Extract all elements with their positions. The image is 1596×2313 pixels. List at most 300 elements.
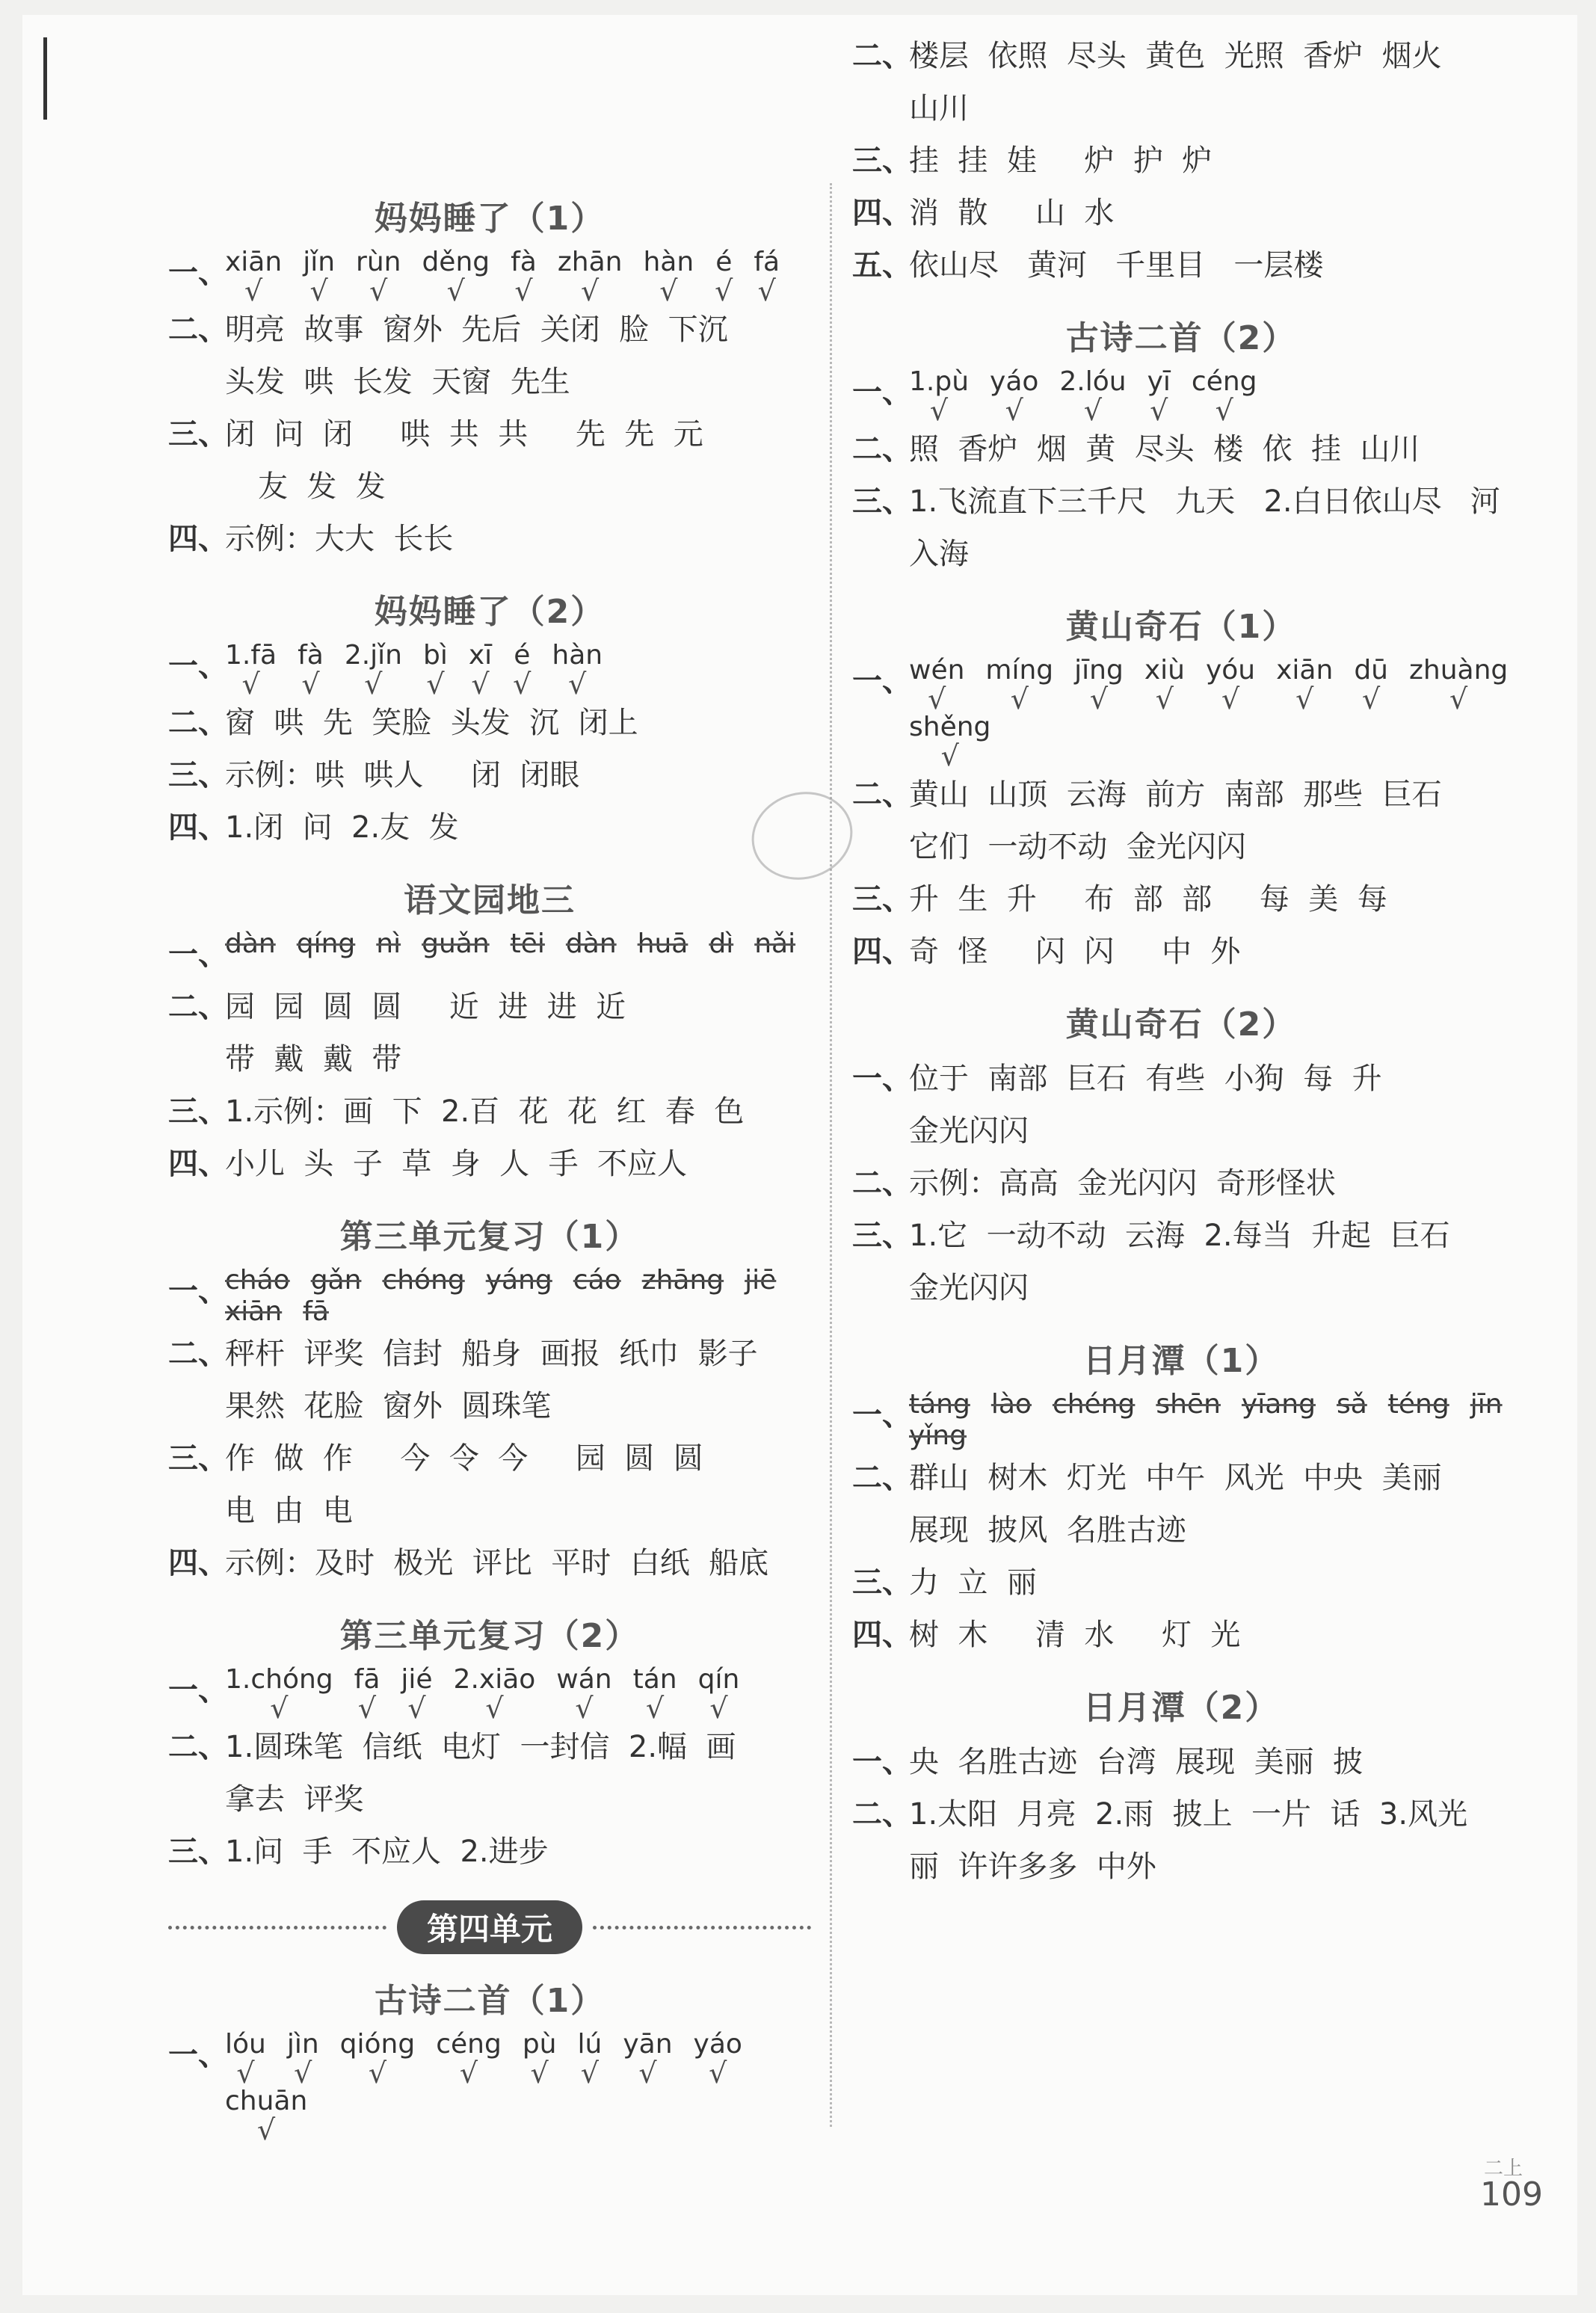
pinyin-text: guǎn — [422, 928, 490, 959]
pinyin-item — [638, 928, 688, 960]
pinyin-group — [909, 366, 1510, 427]
answer-row — [852, 1389, 1510, 1452]
pinyin-item — [382, 1265, 464, 1296]
unit-title: 第四单元 — [397, 1900, 582, 1954]
pinyin-text: yǐng — [909, 1420, 967, 1451]
row-text: 1.圆珠笔 信纸 电灯 一封信 2.幅 画 — [225, 1730, 736, 1764]
row-text-continued: 金光闪闪 — [909, 1114, 1029, 1148]
pinyin-text: é — [514, 640, 531, 671]
row-text: 示例：哄 哄人 闭 闭眼 — [225, 758, 580, 792]
check-mark-icon: √ — [709, 2057, 727, 2089]
pinyin-item — [468, 640, 493, 700]
row-label: 一、 — [168, 256, 228, 290]
answer-row — [168, 2029, 811, 2146]
pinyin-item — [1470, 1389, 1503, 1420]
pinyin-group — [909, 655, 1510, 772]
pinyin-text: é — [715, 247, 733, 277]
pinyin-text: 1.chóng — [225, 1664, 333, 1695]
pinyin-text: míng — [985, 655, 1054, 686]
answer-row — [852, 187, 1510, 239]
row-text: 1.问 手 不应人 2.进步 — [225, 1835, 549, 1869]
check-mark-icon: √ — [471, 668, 490, 700]
row-text-continued: 头发 哄 长发 天窗 先生 — [225, 365, 570, 399]
section-title: 语文园地三 — [404, 881, 576, 920]
row-text: 央 名胜古迹 台湾 展现 美丽 披 — [909, 1745, 1364, 1779]
answer-row — [168, 749, 811, 801]
section-title: 黄山奇石（2） — [1065, 1005, 1297, 1044]
binding-mark — [43, 37, 47, 120]
row-text: 1.示例：画 下 2.百 花 花 红 春 色 — [225, 1094, 745, 1129]
pinyin-item — [298, 640, 324, 700]
check-mark-icon: √ — [575, 1692, 594, 1725]
pinyin-item — [225, 1265, 290, 1296]
section-title: 黄山奇石（1） — [1065, 608, 1297, 646]
pinyin-item — [376, 928, 401, 960]
row-label: 一、 — [852, 375, 912, 410]
pinyin-text: jiē — [745, 1265, 777, 1296]
row-label: 三、 — [852, 1565, 912, 1600]
pinyin-text: lú — [577, 2029, 603, 2060]
row-text-continued: 金光闪闪 — [909, 1271, 1029, 1305]
check-mark-icon: √ — [301, 668, 320, 700]
answer-row — [852, 1157, 1510, 1210]
pinyin-text: táng — [909, 1389, 970, 1420]
answer-row — [168, 640, 811, 700]
pinyin-item — [225, 247, 283, 307]
row-label: 三、 — [168, 1441, 228, 1476]
banner-dots — [593, 1926, 811, 1929]
answer-row — [852, 655, 1510, 772]
check-mark-icon: √ — [485, 1692, 504, 1725]
row-text: 1.太阳 月亮 2.雨 披上 一片 话 3.风光 — [909, 1797, 1468, 1832]
pinyin-item — [311, 1265, 362, 1296]
pinyin-item — [1337, 1389, 1367, 1420]
row-text-continued: 拿去 评奖 — [225, 1782, 364, 1817]
answer-row — [168, 1328, 811, 1380]
answer-row — [852, 135, 1510, 187]
pinyin-item — [909, 1420, 967, 1452]
pinyin-text: dàn — [565, 928, 617, 959]
row-text: 秤杆 评奖 信封 船身 画报 纸巾 影子 — [225, 1337, 758, 1371]
row-label: 四、 — [168, 1147, 228, 1181]
pinyin-text: qíng — [296, 928, 356, 959]
pinyin-text: zhān — [557, 247, 623, 277]
row-text: 位于 南部 巨石 有些 小狗 每 升 — [909, 1062, 1382, 1096]
pinyin-item — [356, 247, 401, 307]
pinyin-item — [303, 247, 336, 307]
row-label: 三、 — [168, 1835, 228, 1869]
answer-row — [168, 928, 811, 981]
pinyin-item — [552, 640, 603, 700]
pinyin-item — [225, 928, 276, 960]
pinyin-text: jié — [401, 1664, 433, 1695]
row-label: 三、 — [168, 1094, 228, 1129]
pinyin-item — [225, 1664, 333, 1725]
row-label: 二、 — [168, 706, 228, 740]
page-number: 109 — [1480, 2175, 1543, 2214]
row-text: 楼层 依照 尽头 黄色 光照 香炉 烟火 — [909, 39, 1442, 73]
row-text-continued: 它们 一动不动 金光闪闪 — [909, 830, 1246, 864]
pinyin-text: qióng — [339, 2029, 416, 2060]
row-text-continued: 带 戴 戴 带 — [225, 1042, 402, 1077]
row-text-continued: 山川 — [909, 91, 969, 126]
row-label: 三、 — [852, 882, 912, 917]
row-text: 示例：高高 金光闪闪 奇形怪状 — [909, 1166, 1336, 1201]
pinyin-item — [286, 2029, 319, 2089]
pinyin-text: tán — [632, 1664, 677, 1695]
pinyin-text: téng — [1387, 1389, 1449, 1420]
workbook-page — [22, 15, 1577, 2295]
row-text: 园 园 圆 圆 近 进 进 近 — [225, 990, 626, 1024]
pinyin-item — [423, 640, 448, 700]
answer-row — [168, 1721, 811, 1773]
row-text-continued: 丽 许许多多 中外 — [909, 1850, 1156, 1884]
row-label: 二、 — [852, 1797, 912, 1832]
pinyin-item — [1053, 1389, 1135, 1420]
pinyin-text: yáo — [990, 366, 1039, 397]
pinyin-text: jìn — [286, 2029, 319, 2060]
row-text: 示例：及时 极光 评比 平时 白纸 船底 — [225, 1546, 769, 1580]
pinyin-item — [303, 1296, 329, 1328]
pinyin-item — [577, 2029, 603, 2089]
row-label: 一、 — [852, 1062, 912, 1096]
pinyin-text: děng — [422, 247, 490, 277]
pinyin-text: xī — [468, 640, 493, 671]
pinyin-item — [1354, 655, 1388, 715]
pinyin-item — [513, 640, 532, 700]
pinyin-item — [557, 247, 623, 307]
pinyin-item — [1205, 655, 1256, 715]
check-mark-icon: √ — [1150, 394, 1168, 427]
pinyin-text: rùn — [356, 247, 401, 277]
check-mark-icon: √ — [929, 394, 949, 427]
pinyin-text: céng — [1191, 366, 1257, 397]
check-mark-icon: √ — [1215, 394, 1233, 427]
row-label: 四、 — [852, 1618, 912, 1652]
row-text: 1.它 一动不动 云海 2.每当 升起 巨石 — [909, 1219, 1450, 1253]
pinyin-text: gǎn — [310, 1265, 362, 1296]
pinyin-item — [522, 2029, 557, 2089]
check-mark-icon: √ — [257, 2113, 276, 2146]
row-label: 一、 — [168, 649, 228, 683]
row-text: 窗 哄 先 笑脸 头发 沉 闭上 — [225, 706, 638, 740]
pinyin-item — [642, 1265, 724, 1296]
answer-row — [168, 408, 811, 461]
pinyin-item — [632, 1664, 677, 1725]
answer-row — [852, 475, 1510, 528]
row-label: 四、 — [852, 196, 912, 230]
answer-row — [852, 239, 1510, 292]
check-mark-icon: √ — [369, 274, 388, 307]
answer-row — [852, 1556, 1510, 1609]
pinyin-text: qín — [697, 1664, 740, 1695]
answer-row — [168, 1537, 811, 1589]
answer-row — [852, 423, 1510, 475]
answer-row — [852, 925, 1510, 978]
answer-row — [168, 1085, 811, 1138]
row-label: 二、 — [852, 1461, 912, 1495]
pinyin-text: chéng — [1052, 1389, 1136, 1420]
answer-row — [168, 1432, 811, 1485]
row-text: 1.闭 问 2.友 发 — [225, 810, 459, 845]
pinyin-item — [354, 1664, 380, 1725]
section-title: 第三单元复习（1） — [339, 1218, 640, 1256]
row-label: 二、 — [852, 777, 912, 812]
check-mark-icon: √ — [1295, 683, 1314, 715]
row-label: 一、 — [168, 2038, 228, 2072]
pinyin-item — [693, 2029, 742, 2089]
pinyin-text: cháo — [225, 1265, 290, 1296]
pinyin-text: wén — [909, 655, 965, 686]
answer-row — [168, 1664, 811, 1725]
row-text: 闭 问 闭 哄 共 共 先 先 元 — [225, 417, 703, 452]
pinyin-item — [1144, 655, 1185, 715]
row-text: 明亮 故事 窗外 先后 关闭 脸 下沉 — [225, 312, 728, 347]
pinyin-group — [225, 247, 811, 307]
answer-row — [852, 1053, 1510, 1105]
row-label: 二、 — [852, 432, 912, 466]
check-mark-icon: √ — [426, 668, 445, 700]
row-text: 依山尽 黄河 千里目 一层楼 — [909, 248, 1324, 283]
row-text-continued: 电 由 电 — [225, 1494, 353, 1528]
row-text: 小儿 头 子 草 身 人 手 不应人 — [225, 1147, 688, 1181]
row-label: 一、 — [852, 1745, 912, 1779]
check-mark-icon: √ — [368, 2057, 387, 2089]
pinyin-item — [422, 928, 490, 960]
pinyin-text: 1.fā — [225, 640, 277, 671]
row-label: 二、 — [168, 1730, 228, 1764]
section-title: 日月潭（1） — [1082, 1342, 1280, 1380]
pinyin-item — [453, 1664, 536, 1725]
answer-row — [168, 1826, 811, 1878]
pinyin-text: lóu — [225, 2029, 266, 2060]
pinyin-item — [1147, 366, 1171, 427]
check-mark-icon: √ — [715, 274, 733, 307]
row-text: 消 散 山 水 — [909, 196, 1115, 230]
check-mark-icon: √ — [236, 2057, 255, 2089]
answer-row — [852, 1736, 1510, 1788]
row-label: 五、 — [852, 248, 912, 283]
pinyin-item — [297, 928, 356, 960]
check-mark-icon: √ — [357, 1692, 377, 1725]
pinyin-item — [344, 640, 402, 700]
pinyin-item — [225, 640, 277, 700]
row-text-continued: 展现 披风 名胜古迹 — [909, 1513, 1186, 1547]
pinyin-item — [709, 928, 733, 960]
pinyin-text: shěng — [909, 712, 991, 742]
pinyin-text: yáng — [485, 1265, 552, 1296]
pinyin-text: nì — [376, 928, 401, 959]
pinyin-item — [436, 2029, 502, 2089]
check-mark-icon: √ — [459, 2057, 478, 2089]
pinyin-text: shēn — [1156, 1389, 1221, 1420]
pinyin-item — [511, 247, 537, 307]
answer-row — [168, 304, 811, 356]
check-mark-icon: √ — [659, 274, 678, 307]
check-mark-icon: √ — [646, 1692, 665, 1725]
check-mark-icon: √ — [446, 274, 465, 307]
section-title: 古诗二首（1） — [374, 1982, 606, 2020]
answer-row — [852, 873, 1510, 925]
pinyin-text: xiù — [1144, 655, 1185, 686]
check-mark-icon: √ — [1005, 394, 1023, 427]
row-label: 一、 — [168, 1274, 228, 1308]
pinyin-text: 2.jǐn — [344, 640, 402, 671]
pinyin-text: jīn — [1470, 1389, 1503, 1420]
check-mark-icon: √ — [1449, 683, 1468, 715]
answer-row — [168, 513, 811, 565]
row-label: 四、 — [168, 810, 228, 845]
pinyin-text: hàn — [552, 640, 603, 671]
pinyin-text: yī — [1147, 366, 1171, 397]
row-text: 黄山 山顶 云海 前方 南部 那些 巨石 — [909, 777, 1442, 812]
pinyin-item — [556, 1664, 612, 1725]
row-text: 奇 怪 闪 闪 中 外 — [909, 934, 1241, 969]
section-title: 古诗二首（2） — [1065, 319, 1297, 357]
pinyin-text: fà — [511, 247, 537, 277]
row-text: 升 生 升 布 部 部 每 美 每 — [909, 882, 1387, 917]
row-label: 二、 — [168, 312, 228, 347]
row-label: 四、 — [168, 1546, 228, 1580]
pinyin-text: 2.xiāo — [453, 1664, 536, 1695]
check-mark-icon: √ — [1155, 683, 1174, 715]
row-text: 作 做 作 今 令 今 园 圆 圆 — [225, 1441, 703, 1476]
row-text-continued: 入海 — [909, 537, 969, 571]
pinyin-item — [566, 928, 617, 960]
pinyin-text: yáo — [693, 2029, 742, 2060]
check-mark-icon: √ — [757, 274, 776, 307]
pinyin-text: sǎ — [1336, 1389, 1367, 1420]
answer-row — [852, 30, 1510, 82]
row-text: 群山 树木 灯光 中午 风光 中央 美丽 — [909, 1461, 1442, 1495]
answer-row — [852, 366, 1510, 427]
row-label: 一、 — [168, 937, 228, 972]
pinyin-text: wán — [556, 1664, 612, 1695]
pinyin-text: hàn — [643, 247, 694, 277]
row-label: 一、 — [852, 664, 912, 698]
pinyin-text: dū — [1354, 655, 1388, 686]
answer-row — [168, 697, 811, 749]
check-mark-icon: √ — [241, 668, 260, 700]
row-text-continued: 果然 花脸 窗外 圆珠笔 — [225, 1389, 552, 1423]
answer-row — [852, 1210, 1510, 1262]
pinyin-item — [909, 712, 991, 772]
check-mark-icon: √ — [244, 274, 263, 307]
pinyin-text: huā — [637, 928, 688, 959]
pinyin-text: nǎi — [754, 928, 796, 959]
pinyin-item — [754, 928, 795, 960]
answer-row — [168, 981, 811, 1033]
pinyin-text: jīng — [1074, 655, 1124, 686]
pinyin-text: zhuàng — [1408, 655, 1509, 686]
pinyin-item — [991, 1389, 1032, 1420]
column-divider — [830, 183, 832, 2127]
row-text: 树 木 清 水 灯 光 — [909, 1618, 1241, 1652]
pinyin-item — [1074, 655, 1124, 715]
pinyin-text: lào — [990, 1389, 1032, 1420]
pinyin-item — [225, 2086, 308, 2146]
answer-row — [168, 247, 811, 307]
check-mark-icon: √ — [581, 274, 600, 307]
pinyin-text: chóng — [382, 1265, 465, 1296]
row-label: 四、 — [168, 522, 228, 556]
pinyin-item — [623, 2029, 673, 2089]
pinyin-text: dàn — [225, 928, 276, 959]
row-label: 三、 — [852, 484, 912, 519]
pinyin-text: cáo — [573, 1265, 621, 1296]
pinyin-group — [225, 928, 811, 960]
pinyin-text: xiān — [225, 1296, 283, 1327]
section-title: 妈妈睡了（2） — [374, 593, 606, 631]
pinyin-item — [573, 1265, 621, 1296]
pinyin-item — [909, 655, 965, 715]
pinyin-item — [985, 655, 1054, 715]
pinyin-text: fá — [754, 247, 780, 277]
pinyin-text: céng — [436, 2029, 502, 2060]
pinyin-text: pù — [522, 2029, 557, 2060]
pinyin-text: zhāng — [641, 1265, 724, 1296]
pinyin-item — [1156, 1389, 1221, 1420]
pinyin-text: xiān — [1276, 655, 1334, 686]
unit-banner — [168, 1900, 811, 1954]
pinyin-group — [909, 1389, 1510, 1452]
check-mark-icon: √ — [928, 683, 946, 715]
check-mark-icon: √ — [364, 668, 383, 700]
check-mark-icon: √ — [514, 274, 533, 307]
row-label: 一、 — [852, 1398, 912, 1432]
grade-label: 二上 — [1484, 2158, 1523, 2180]
answer-row — [852, 1788, 1510, 1841]
pinyin-item — [745, 1265, 776, 1296]
answer-row — [168, 1138, 811, 1190]
pinyin-item — [486, 1265, 552, 1296]
pinyin-item — [643, 247, 694, 307]
check-mark-icon: √ — [1362, 683, 1381, 715]
answer-row — [168, 801, 811, 854]
check-mark-icon: √ — [513, 668, 532, 700]
banner-dots — [168, 1926, 386, 1929]
right-column — [852, 30, 1510, 1893]
pinyin-item — [511, 928, 545, 960]
pinyin-text: tēi — [510, 928, 545, 959]
check-mark-icon: √ — [638, 2057, 657, 2089]
pinyin-item — [1408, 655, 1509, 715]
check-mark-icon: √ — [1089, 683, 1109, 715]
row-text: 照 香炉 烟 黄 尽头 楼 依 挂 山川 — [909, 432, 1420, 466]
pinyin-group — [225, 2029, 811, 2146]
pinyin-item — [1059, 366, 1127, 427]
answer-row — [852, 769, 1510, 821]
check-mark-icon: √ — [1083, 394, 1103, 427]
pinyin-item — [422, 247, 490, 307]
answer-row — [852, 1452, 1510, 1504]
pinyin-text: fà — [298, 640, 324, 671]
pinyin-text: chuān — [225, 2086, 308, 2116]
section-title: 妈妈睡了（1） — [374, 200, 606, 238]
row-label: 一、 — [168, 1673, 228, 1707]
answer-row — [168, 1265, 811, 1328]
pinyin-group — [225, 640, 811, 700]
row-label: 二、 — [852, 1166, 912, 1201]
row-label: 四、 — [852, 934, 912, 969]
pinyin-item — [1242, 1389, 1316, 1420]
section-title: 日月潭（2） — [1082, 1689, 1280, 1727]
row-label: 三、 — [168, 758, 228, 792]
pinyin-text: 1.pù — [909, 366, 970, 397]
check-mark-icon: √ — [580, 2057, 600, 2089]
pinyin-text: fā — [303, 1296, 329, 1327]
left-column — [168, 172, 811, 2146]
